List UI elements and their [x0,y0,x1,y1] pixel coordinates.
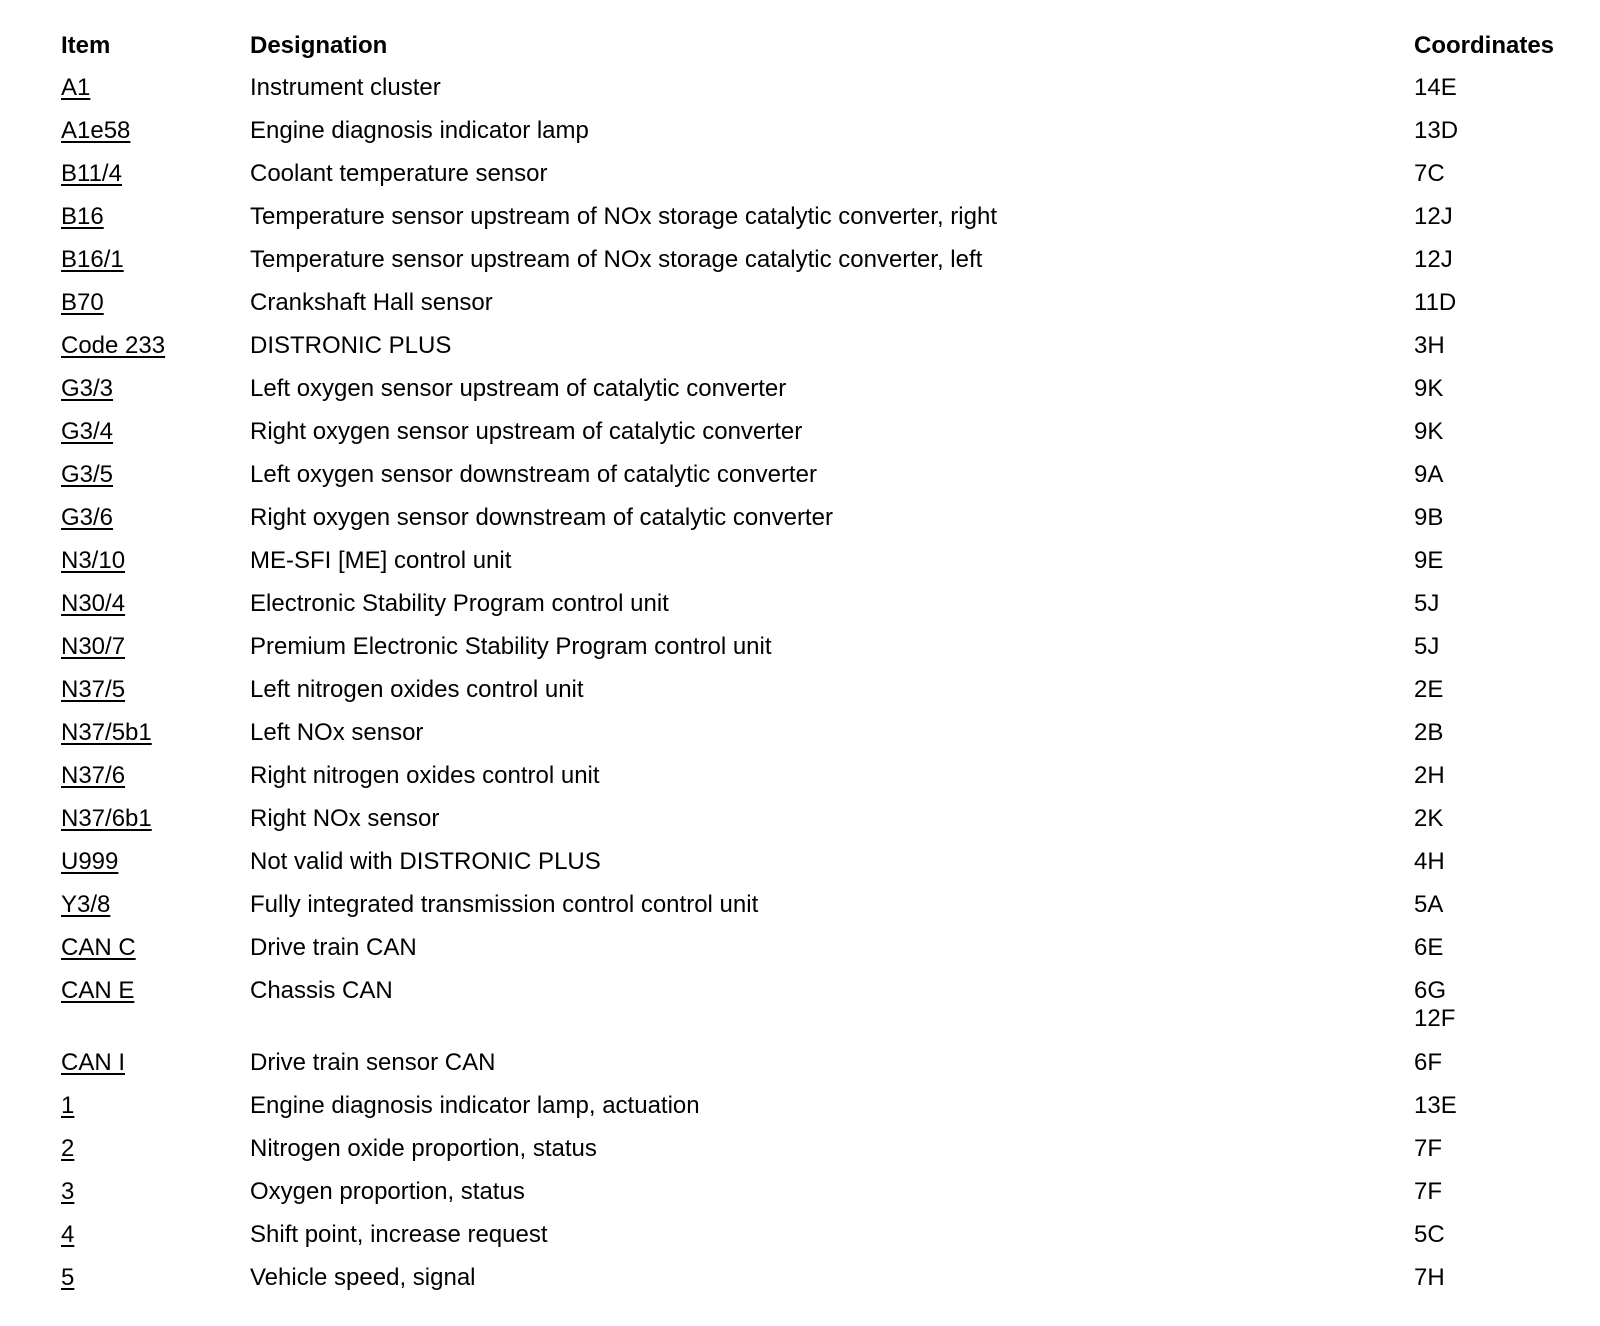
item-link[interactable]: 2 [61,1135,75,1162]
coordinate-value: 7F [1414,1178,1443,1205]
designation-cell: Shift point, increase request [250,1221,548,1248]
item-link[interactable]: N37/5b1 [61,719,152,746]
designation-cell: Left oxygen sensor upstream of catalytic converter [250,375,787,402]
table-row [0,1264,1600,1304]
coordinate-value: 9K [1414,375,1444,402]
coordinate-value: 9B [1414,504,1444,531]
item-cell [61,1135,74,1163]
item-cell [61,160,122,188]
item-link[interactable]: G3/3 [61,375,114,402]
table-row [0,547,1600,587]
designation-cell: Engine diagnosis indicator lamp [250,117,589,144]
table-row [0,461,1600,501]
table-row [0,289,1600,329]
table-row [0,160,1600,200]
item-cell [61,117,130,145]
designation-cell: Right oxygen sensor upstream of catalytic converter [250,418,803,445]
item-cell [61,977,134,1005]
designation-cell: Right NOx sensor [250,805,440,832]
coordinates-cell [1414,332,1445,360]
item-cell [61,203,104,231]
coordinate-value: 5J [1414,633,1440,660]
designation-cell: Fully integrated transmission control control unit [250,891,759,918]
coordinate-value: 2K [1414,805,1444,832]
item-link[interactable]: N37/6 [61,762,126,789]
table-row [0,848,1600,888]
item-link[interactable]: Y3/8 [61,891,111,918]
designation-cell: Drive train CAN [250,934,417,961]
table-row [0,1135,1600,1175]
coordinate-value: 9E [1414,547,1444,574]
table-row [0,1221,1600,1261]
item-link[interactable]: 4 [61,1221,75,1248]
table-row [0,203,1600,243]
designation-cell: Chassis CAN [250,977,393,1004]
item-link[interactable]: B70 [61,289,104,316]
coordinate-value: 3H [1414,332,1445,359]
table-row [0,246,1600,286]
table-row [0,74,1600,114]
coordinate-value: 12J [1414,246,1453,273]
designation-cell: Coolant temperature sensor [250,160,548,187]
table-row [0,676,1600,716]
item-cell [61,590,125,618]
coordinates-cell [1414,1264,1445,1292]
designation-cell: Right nitrogen oxides control unit [250,762,600,789]
coordinates-cell [1414,160,1445,188]
designation-cell: ME-SFI [ME] control unit [250,547,512,574]
designation-cell: Engine diagnosis indicator lamp, actuation [250,1092,700,1119]
item-cell [61,418,113,446]
coordinates-cell [1414,1135,1442,1163]
coordinate-value: 5A [1414,891,1444,918]
coordinate-value: 5C [1414,1221,1445,1248]
designation-cell: DISTRONIC PLUS [250,332,452,359]
item-link[interactable]: N37/6b1 [61,805,152,832]
item-cell [61,676,125,704]
coordinates-cell [1414,461,1443,489]
designation-cell: Crankshaft Hall sensor [250,289,493,316]
table-row [0,805,1600,845]
table-row [0,762,1600,802]
coordinates-cell [1414,590,1439,618]
table-row [0,504,1600,544]
item-link[interactable]: CAN C [61,934,136,961]
item-column-header: Item [61,32,111,59]
table-row [0,1178,1600,1218]
item-cell [61,762,125,790]
coordinates-cell [1414,1092,1457,1120]
coordinate-value: 6F [1414,1049,1443,1076]
coordinates-cell [1414,805,1443,833]
coordinates-cell [1414,1178,1442,1206]
coordinates-cell [1414,375,1443,403]
table-row [0,117,1600,157]
item-link[interactable]: A1e58 [61,117,131,144]
item-cell [61,246,124,274]
coordinate-value: 12F [1414,1005,1456,1032]
designation-cell: Instrument cluster [250,74,441,101]
coordinates-cell [1414,547,1443,575]
coordinates-cell [1414,676,1443,704]
item-cell [61,1221,74,1249]
item-link[interactable]: G3/4 [61,418,114,445]
item-link[interactable]: B11/4 [61,160,122,187]
coordinate-value: 6E [1414,934,1444,961]
item-cell [61,461,113,489]
item-cell [61,719,152,747]
item-link[interactable]: CAN I [61,1049,126,1076]
coordinate-value: 7F [1414,1135,1443,1162]
table-row [0,375,1600,415]
coordinate-value: 13D [1414,117,1459,144]
coordinate-value: 9A [1414,461,1444,488]
coordinates-cell [1414,1221,1445,1249]
coordinates-cell [1414,848,1445,876]
designation-column-header: Designation [250,32,388,59]
item-link[interactable]: A1 [61,74,91,101]
designation-cell: Electronic Stability Program control unit [250,590,669,617]
item-link[interactable]: N30/4 [61,590,126,617]
item-link[interactable]: N3/10 [61,547,126,574]
item-cell [61,547,125,575]
item-cell [61,1049,125,1077]
item-cell [61,375,113,403]
coordinate-value: 14E [1414,74,1457,101]
designation-cell: Left oxygen sensor downstream of catalytic converter [250,461,817,488]
item-cell [61,848,118,876]
coordinates-cell [1414,1049,1442,1077]
coordinate-value: 7C [1414,160,1445,187]
item-link[interactable]: B16 [61,203,104,230]
designation-cell: Premium Electronic Stability Program control unit [250,633,772,660]
item-link[interactable]: N30/7 [61,633,126,660]
coordinate-value: 12J [1414,203,1453,230]
item-cell [61,891,110,919]
designation-cell: Right oxygen sensor downstream of catalytic converter [250,504,833,531]
designation-cell: Temperature sensor upstream of NOx storage catalytic converter, right [250,203,997,230]
table-row [0,590,1600,630]
item-cell [61,934,136,962]
coordinates-cell [1414,74,1457,102]
table-row [0,719,1600,759]
item-cell [61,74,90,102]
coordinates-cell [1414,719,1443,747]
table-row [0,418,1600,458]
coordinate-value: 4H [1414,848,1445,875]
table-row [0,891,1600,931]
designation-cell: Vehicle speed, signal [250,1264,476,1291]
item-cell [61,633,125,661]
coordinates-cell [1414,762,1445,790]
table-row [0,1049,1600,1089]
item-cell [61,805,152,833]
coordinates-cell [1414,891,1443,919]
item-link[interactable]: Code 233 [61,332,166,359]
item-cell [61,1264,74,1292]
item-link[interactable]: G3/5 [61,461,114,488]
coordinates-cell [1414,418,1443,446]
coordinate-value: 2E [1414,676,1444,703]
item-link[interactable]: G3/6 [61,504,114,531]
table-row [0,332,1600,372]
coordinates-cell [1414,117,1458,145]
coordinates-cell [1414,633,1439,661]
coordinates-cell [1414,246,1453,274]
coordinate-value: 2H [1414,762,1445,789]
item-cell [61,504,113,532]
designation-cell: Not valid with DISTRONIC PLUS [250,848,601,875]
coordinates-cell [1414,934,1443,962]
coordinates-cell [1414,203,1453,231]
coordinates-cell [1414,977,1455,1033]
coordinates-cell [1414,504,1443,532]
coordinates-column-header: Coordinates [1414,32,1555,59]
item-cell [61,1092,74,1120]
designation-cell: Left NOx sensor [250,719,424,746]
item-link[interactable]: 3 [61,1178,75,1205]
coordinate-value: 2B [1414,719,1444,746]
coordinates-cell [1414,289,1456,317]
table-header [0,32,1600,72]
designation-cell: Temperature sensor upstream of NOx storage catalytic converter, left [250,246,983,273]
table-row [0,977,1600,1032]
coordinate-value: 13E [1414,1092,1457,1119]
table-row [0,1092,1600,1132]
item-link[interactable]: 1 [61,1092,75,1119]
item-cell [61,332,165,360]
coordinate-value: 11D [1414,289,1457,316]
item-link[interactable]: CAN E [61,977,135,1004]
item-link[interactable]: B16/1 [61,246,124,273]
coordinate-value: 5J [1414,590,1440,617]
item-link[interactable]: N37/5 [61,676,126,703]
item-link[interactable]: U999 [61,848,119,875]
designation-cell: Drive train sensor CAN [250,1049,496,1076]
designation-cell: Oxygen proportion, status [250,1178,525,1205]
coordinate-value: 9K [1414,418,1444,445]
designation-cell: Left nitrogen oxides control unit [250,676,584,703]
coordinate-value: 6G [1414,977,1447,1004]
item-link[interactable]: 5 [61,1264,75,1291]
item-cell [61,289,104,317]
table-row [0,934,1600,974]
table-row [0,633,1600,673]
designation-cell: Nitrogen oxide proportion, status [250,1135,597,1162]
coordinate-value: 7H [1414,1264,1445,1291]
item-cell [61,1178,74,1206]
